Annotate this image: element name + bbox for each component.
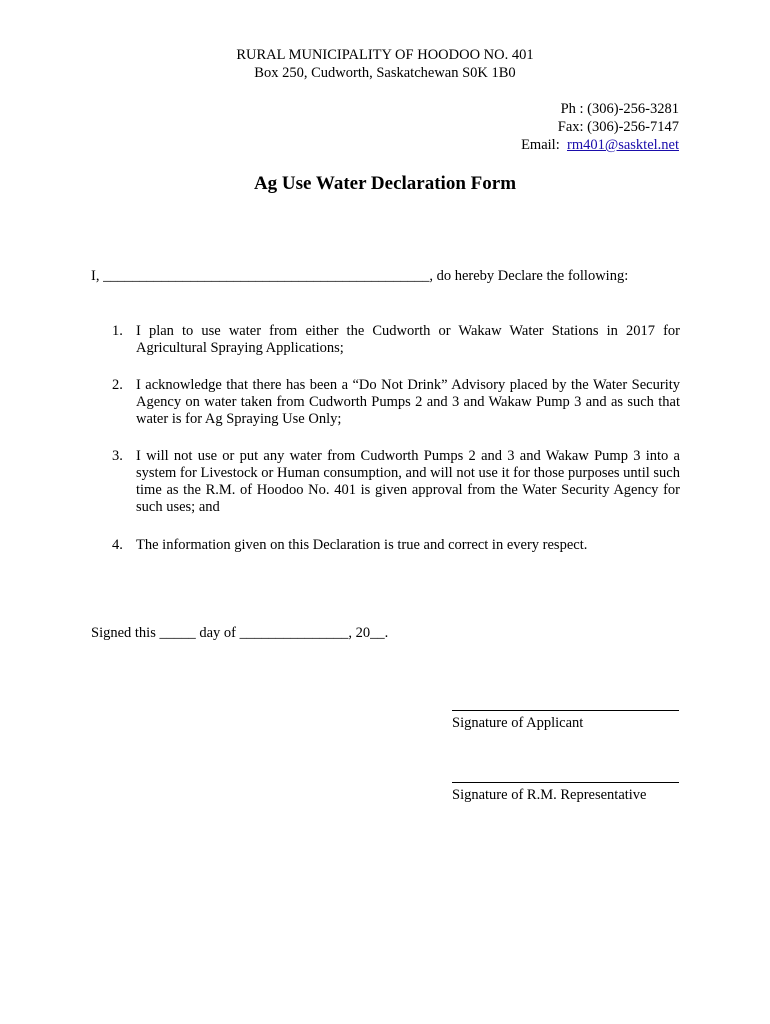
list-item-number: 3. [112,448,123,464]
declaration-prefix: I, [91,268,100,284]
list-item-text: The information given on this Declaration is true and correct in every respect. [136,537,588,553]
phone-number: Ph : (306)-256-3281 [560,101,679,117]
name-blank[interactable]: _____________________________________________ [103,268,430,284]
list-item-number: 1. [112,323,123,339]
municipality-address: Box 250, Cudworth, Saskatchewan S0K 1B0 [254,65,516,81]
list-item-text: I plan to use water from either the Cudworth or Wakaw Water Stations in 2017 for Agricultural Spraying Applications; [136,323,680,356]
representative-signature-line[interactable] [452,782,679,783]
form-title: Ag Use Water Declaration Form [253,173,517,194]
applicant-signature-line[interactable] [452,710,679,711]
signed-date-line[interactable]: Signed this _____ day of _______________, 20__. [91,625,389,641]
list-item-text: I acknowledge that there has been a “Do Not Drink” Advisory placed by the Water Security Agency on water taken from Cudworth Pumps 2 and 3 and Wakaw Pump 3 and as such that water is for Ag Spraying Use Only; [136,377,680,427]
email-link[interactable]: rm401@sasktel.net [566,137,679,153]
municipality-name: RURAL MUNICIPALITY OF HOODOO NO. 401 [236,47,534,63]
email-line [521,137,679,154]
declaration-line [91,268,628,285]
list-item-text: I will not use or put any water from Cudworth Pumps 2 and 3 and Wakaw Pump 3 into a system for Livestock or Human consumption, and will not use it for those purposes until such time as the R.M. of Hoodoo No. 401 is given approval from the Water Security Agency for such uses; and [136,448,680,515]
declaration-suffix: , do hereby Declare the following: [429,268,629,284]
fax-number: Fax: (306)-256-7147 [557,119,679,135]
email-label: Email: [521,137,560,153]
list-item-number: 2. [112,377,123,393]
representative-signature-label: Signature of R.M. Representative [452,787,647,803]
applicant-signature-label: Signature of Applicant [452,715,584,731]
list-item-number: 4. [112,537,123,553]
